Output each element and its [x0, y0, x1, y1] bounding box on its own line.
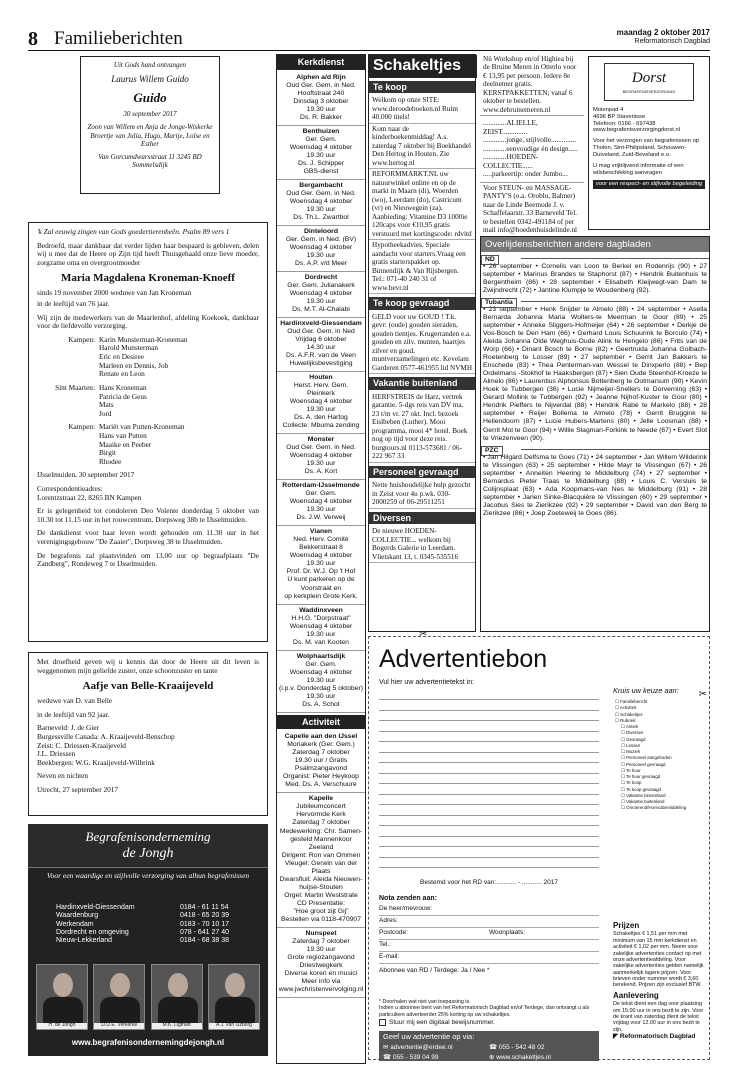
staff-photos: [36, 964, 260, 1030]
location-row: [56, 904, 240, 912]
classified-ad: Kom naar de kinderboekenmiddag! A.s. zaterdag 7 oktober bij Boekhandel Den Hertog in Houten. Zie www.hertog.nl: [369, 124, 475, 169]
service-entry: [277, 434, 365, 480]
checkbox-icon[interactable]: ☐: [621, 742, 627, 748]
category-heading: Te koop gevraagd: [369, 297, 475, 310]
obituary-widow: weduwe van D. van Belle: [37, 696, 113, 706]
service-details: Ned. Herv. Comité Bekkerstraat 8 Woensdag 4 oktober 19.30 uur Prof. Dr. W.J. Op 't Hof U kunt parkeren op de Voorstraat en op kerkplein Grote Kerk.: [284, 536, 358, 600]
service-town: Kapelle: [308, 795, 334, 803]
kin-place: Kampen:: [68, 422, 95, 432]
option-label: Personeel gevraagd: [626, 761, 666, 767]
service-entry: [277, 651, 365, 713]
location-row: [56, 912, 240, 920]
obituary-kin: Barneveld: J. de Gier Burgessville Canada: A. Kraaijeveld-Benschop Zeist: C. Driessen-Kraaijeveld J.L. Driessen Beekbergen: W.G. Kraaijeveld-Wilbrink: [37, 723, 175, 767]
kin-group: [37, 384, 259, 418]
ad-list: [369, 526, 475, 563]
obituary-thanks: Wij zijn de medewerkers van de Maarlenhof, afdeling Koekoek, dankbaar voor de liefdevolle verzorging.: [37, 312, 259, 331]
birth-announcement: [80, 56, 220, 194]
region-notices: • Jan Hilgard Delfsma te Goes (71) • 24 september • Jan Willem Wilderink te Vlissingen (63) • 25 september • Hilde Mayr te Vlissingen (67) • 26 september • Anneiten Heering te Middelburg (74) • 27 september • Bernardus Pieter Traas te Middelburg (88) • Louis C. Versluis te Colijnsplaat (63) • Ada Koopmans-van Nes te Middelburg (91) • 28 september • Jarien Sinke-Blacquière te Vlissingen (60) • 29 september • Jacobus Sies te Zierikzee (92) • 29 september • David van den Berg te Zierikzee (86) • Joep Zoeteweij te Goes (86).: [483, 453, 707, 517]
entry-line[interactable]: [379, 783, 599, 784]
service-details: Moriakerk (Ger. Gem.) Zaterdag 7 oktober 19.30 uur / Gratis Psalmzangavond Organist: Pieter Heykoop Med. Ds. A. Verschuure: [283, 741, 359, 789]
fax-contact[interactable]: ☎ 055 - 539 04 99: [383, 1053, 439, 1061]
region-label: ND: [481, 255, 499, 265]
entry-line[interactable]: [379, 836, 599, 837]
option-label: Vakantie binnenland: [626, 792, 666, 798]
dorst-text: U mag vrijblijvend informatie of een wilsbeschikking aanvragen: [593, 162, 684, 176]
obituary-age: in de leeftijd van 92 jaar.: [37, 709, 110, 719]
section-title: Familieberichten: [54, 28, 183, 49]
region-label: Tubantia: [481, 298, 517, 308]
obituary-verse: 'k Zal eeuwig zingen van Gods goedertierenheên. Psalm 89 vers 1: [37, 227, 230, 236]
entry-line[interactable]: [379, 710, 599, 711]
service-list: [277, 72, 365, 713]
category-option[interactable]: [615, 805, 705, 811]
kin-group: [37, 423, 259, 466]
checkbox-icon[interactable]: ☐: [615, 705, 620, 711]
proof-checkbox-row[interactable]: [379, 1019, 599, 1027]
location-name: Waardenburg: [56, 912, 99, 920]
option-label: Muziek: [626, 749, 641, 754]
service-town: Dordrecht: [304, 273, 338, 281]
rd-logo: ◤ Reformatorisch Dagblad: [613, 1033, 696, 1040]
service-entry: [277, 318, 365, 372]
obituary-age: in de leeftijd van 76 jaar.: [37, 299, 110, 309]
scissors-icon: ✂: [419, 629, 428, 640]
checkbox-icon[interactable]: ☐: [621, 792, 627, 798]
entry-line[interactable]: [379, 720, 599, 721]
service-entry: [277, 226, 365, 272]
target-issue-line[interactable]: Bestemd voor het RD van:........... - ........... 2017: [419, 879, 558, 886]
service-town: Rotterdam-IJsselmonde: [282, 482, 360, 490]
checkbox-icon[interactable]: ☐: [615, 717, 621, 723]
staff-name: H. de Jongh: [37, 1023, 87, 1029]
service-details: Ger. Gem. Woensdag 4 oktober 19.30 uur Ds. J.W. Verweij: [289, 490, 353, 522]
contact-box: [379, 1031, 599, 1061]
birth-line: Uit Gods hand ontvangen: [113, 61, 187, 69]
obituary-intro: Met droefheid geven wij u kennis dat door de Heere uit dit leven is weggenomen mijn geliefde zuster, onze schoonzuster en tante: [37, 657, 259, 675]
service-entry: [277, 793, 365, 927]
death-notices-other-papers: [480, 236, 710, 632]
entry-line[interactable]: [379, 752, 599, 753]
obituary-intro: Bedroefd, maar dankbaar dat verder lijden haar bespaard is gebleven, delen wij u mee dat de Heere op Zijn tijd heeft Thuisgehaald onze lieve moeder, zorgzame oma en overgrootmoeder: [37, 240, 259, 267]
service-entry: [277, 372, 365, 434]
classified-ad: GELD voor uw GOUD ! T.k. gevr: (oude) gouden sieraden, gouden tientjes. Krugerranden e.a. gouden en zilv. munten, baartjes zilver en goud, muntverzamelingen etc. Kevelam Garderen 0577-461955 lid NVMH: [369, 312, 475, 374]
kin-names: Hans Kroneman Patricia de Geus Mats Jord: [99, 382, 147, 418]
obituary-van-belle: [28, 652, 268, 816]
service-town: Dinteloord: [304, 227, 338, 235]
option-label: Diversen: [626, 730, 644, 736]
location-row: [56, 921, 240, 929]
ad-subtitle: de Jongh: [122, 846, 174, 861]
activity-list: [277, 731, 365, 997]
option-label: Personeel aangeboden: [626, 755, 672, 761]
checkbox-icon[interactable]: ☐: [621, 805, 627, 811]
form-title: Advertentiebon: [379, 645, 548, 673]
option-label: Familiebericht: [620, 699, 648, 704]
entry-line[interactable]: [379, 804, 599, 805]
option-label: Antiek: [625, 724, 639, 729]
category-heading: Personeel gevraagd: [369, 466, 475, 479]
form-subtitle: Nota zenden aan:: [379, 895, 437, 902]
form-note: * Doorhalen wat niet van toepassing is. Indien u abonnee bent van het Reformatorisch Dagblad en/of Terdege, dan ontvangt u als particuliere adverteerder 25% korting op uw schakeltjes.: [379, 999, 590, 1018]
issue-date: maandag 2 oktober 2017: [616, 28, 710, 37]
location-phone: 0184 - 61 11 54: [180, 904, 229, 911]
location-list: [56, 904, 240, 945]
checkbox-icon[interactable]: ☐: [621, 799, 627, 804]
service-details: Ger. Gem. in Ned. (BV) Woensdag 4 oktober 19.30 uur Ds. A.P. v/d Meer: [285, 235, 357, 267]
ad-list: [369, 480, 475, 508]
classifieds-column-2: [480, 54, 584, 237]
classified-ad: REFORMMARKT.NL uw natuurwinkel online en op de markt in Maarn (di), Woerden (wo), Leerdam (do), Castricum (vr) en Nieuwegein (za). Aanbieding: Vitamine D3 1000ie 120caps voor €10,95 gratis verstuurd met kortingscode: rdvitd: [369, 169, 475, 240]
birth-date: 30 september 2017: [123, 110, 177, 119]
checkbox-icon[interactable]: ☐: [621, 749, 627, 754]
service-details: Ger. Gem. Woensdag 4 oktober 19.30 uur (i.p.v. Donderdag 5 oktober) 19.30 uur Ds. A. Schot: [278, 660, 364, 708]
classified-ad: Nette huishoudelijke hulp gezocht in Zeist voor 4u p.wk. 030-2000259 of 06-29511251: [369, 480, 475, 508]
staff-name: M.K. Ligthart: [152, 1023, 202, 1029]
service-town: Benthuizen: [302, 127, 340, 135]
birth-address: Van Gorcumdwarsstraat 11 3245 BD Sommelsdijk: [98, 153, 202, 170]
ad-list: [369, 312, 475, 374]
checkbox-icon[interactable]: ☐: [621, 736, 627, 742]
delivery-text: De tekst dient een dag voor plaatsing om 15.00 uur in ons bezit te zijn. Voor de krant van zaterdag dient de tekst vrijdag voor 12.00 uur in ons bezit te zijn.: [613, 1001, 704, 1033]
ad-url[interactable]: www.begrafenisondernemingdejongh.nl: [71, 1038, 225, 1047]
staff-photo: [151, 964, 203, 1030]
classified-ad: Voor STEUN- en MASSAGE-PANTY'S (o.a. Oroblu, Bahner) naar de Linde Beemode J. v. Schaffelaarstr. 33 Barneveld Tel. te bestellen 0342-491184 of per mail info@hoedenhuisdelinde.nl: [480, 183, 584, 237]
service-town: Vianen: [309, 528, 333, 536]
option-label: Gevraagd: [626, 736, 646, 742]
service-details: Oud Ger. Gem. in Ned. Hooftstraat 240 Dinsdag 3 oktober 19.30 uur Ds. R. Bakker: [286, 81, 356, 121]
location-phone: 078 - 641 27 40: [180, 928, 230, 936]
option-label: Onroerend/Horecabemiddeling: [626, 805, 687, 811]
checkbox-icon[interactable]: ☐: [621, 755, 627, 761]
location-phone: 0183 - 70 10 17: [180, 920, 230, 928]
option-label: Vakantie buitenland: [626, 799, 665, 804]
obituary-condolence: Er is gelegenheid tot condoleren Deo Volente donderdag 5 oktober van 10.30 tot 11.15 uur in het rouwcentrum, Dorpsweg 38b te IJsselmuiden.: [37, 506, 259, 524]
service-town: Waddinxveen: [299, 606, 343, 614]
section-heading: Activiteit: [277, 715, 365, 730]
option-label: Lessen: [626, 742, 641, 748]
service-entry: [277, 126, 365, 180]
service-entry: [277, 731, 365, 793]
logo-icon: ◤: [613, 1033, 618, 1040]
postcode-field[interactable]: Postcode:: [379, 929, 408, 937]
obituary-burial: De begrafenis zal plaatsvinden om 13.00 uur op begraafplaats "De Zandberg", Rondeweg 7 te IJsselmuiden.: [37, 550, 259, 569]
birth-full-name: Laurus Willem Guido: [111, 74, 189, 85]
location-name: Hardinxveld-Giessendam: [56, 904, 135, 911]
checkbox-icon[interactable]: ☐: [621, 730, 627, 736]
staff-photo: [36, 964, 88, 1030]
dorst-footer: voor een respect- en stijlvolle begeleiding: [593, 180, 705, 189]
choose-label: Kruis uw keuze aan:: [613, 686, 679, 695]
birth-name: Guido: [133, 89, 167, 105]
staff-name: A.J. van IJzborg: [209, 1023, 259, 1029]
checkbox-icon[interactable]: ☐: [621, 761, 627, 767]
entry-line[interactable]: [379, 815, 599, 816]
ad-slogan: Voor een waardige en stijlvolle verzorging van alhun begrafenissen: [46, 871, 250, 880]
location-name: Dordrecht en omgeving: [56, 928, 129, 936]
phone-contact[interactable]: ☎ 055 - 542 48 02: [489, 1043, 545, 1051]
address-field[interactable]: Adres:: [379, 917, 599, 928]
checkbox-icon[interactable]: ☐: [621, 724, 626, 729]
entry-line[interactable]: [379, 762, 599, 763]
classified-ad: Nü Workshop en/of Highiea bij de Bruine Meren in Otterlo voor € 13,95 per persoon. Iedere 8e deelnemer gratis. KERSTPAKKETTEN; vanaf 6 oktober te bestellen. www.debruinemeren.nl: [480, 54, 584, 116]
checkbox-icon[interactable]: ☐: [615, 699, 621, 704]
price-info: [613, 919, 705, 1035]
scissors-icon: ✂: [698, 689, 707, 700]
checkbox-icon[interactable]: ☐: [615, 711, 621, 717]
obituary-name: Aafje van Belle-Kraaijeveld: [82, 680, 214, 693]
ad-list: [369, 392, 475, 463]
obituary-service: De dankdienst voor haar leven wordt gehouden om 11.30 uur in het verenigingsgebouw "De Zaaier", Dorpsweg 38 te IJsselmuiden.: [37, 528, 259, 547]
web-contact[interactable]: ⊕ www.schakeltjes.nl: [489, 1053, 551, 1061]
logo-subtext: BEGRAFENISVERZORGING: [622, 89, 676, 94]
kin-place: Kampen:: [68, 334, 95, 344]
category-heading: Vakantie buitenland: [369, 377, 475, 390]
classified-ad: Hypotheekadvies. Speciale aandacht voor starters.Vraag een gratis starterspakket op. Binnendijk & Van Rijsbergen. Tel.: 071-40 240 31 of www.bevr.nl: [369, 240, 475, 294]
dorst-logo: [604, 63, 694, 101]
service-town: Wolphaartsdijk: [296, 652, 346, 660]
option-label: Te huur gevraagd: [626, 774, 661, 779]
service-entry: [277, 272, 365, 318]
entry-line[interactable]: [379, 857, 599, 858]
subscriber-question[interactable]: Abonnee van RD / Terdege: Ja / Nee *: [379, 967, 490, 975]
staff-photo: [93, 964, 145, 1030]
obituary-name: Maria Magdalena Kroneman-Knoeff: [61, 272, 235, 285]
checkbox-icon[interactable]: ☐: [621, 767, 627, 773]
classified-ad: De nieuwe HOEDEN-COLLECTIE... welkom bij Bogerds Galerie in Leerdam. Vlietskant 13, t. 0345-535516: [369, 526, 475, 563]
phone-field[interactable]: Tel.:: [379, 941, 599, 952]
address-form: [379, 895, 599, 975]
newspaper-name: Reformatorisch Dagblad: [634, 38, 710, 45]
city-field[interactable]: Woonplaats:: [489, 929, 526, 937]
entry-line[interactable]: [379, 794, 599, 795]
option-label: Te koop: [626, 780, 642, 786]
service-town: Houten: [309, 374, 333, 382]
obituary-placedate: Utrecht, 27 september 2017: [37, 785, 119, 795]
entry-line[interactable]: [379, 825, 599, 826]
dorst-address: Molenpad 4 4696 BP Stavenisse Telefoon: 0166 - 697438 www.begrafenisverzorgingdorst.nl: [593, 107, 680, 134]
ad-order-form: [368, 629, 710, 1061]
logo-text: Dorst: [631, 70, 667, 86]
section-heading: Overlijdensberichten andere dagbladen: [481, 237, 709, 252]
entry-line[interactable]: [379, 846, 599, 847]
service-town: Nunspeet: [305, 929, 337, 937]
form-intro: Vul hier uw advertentietekst in:: [379, 679, 475, 686]
location-name: Werkendam: [56, 920, 94, 928]
dorst-text: Voor het verzorgen van begrafenissen op Tholen, Sint-Philipsland, Schouwen-Duiveland, Zuid-Beveland e.o.: [593, 138, 700, 158]
obituary-nephews: Neven en nichten: [37, 771, 89, 781]
region-list: [481, 253, 709, 517]
obituary-correspondence: Correspondentieadres: Lorentzstraat 22, 8265 BN Kampen: [37, 483, 142, 502]
service-details: Oud Ger. Gem. in Ned Vrijdag 6 oktober 14.30 uur Ds. A.F.R. van de Veen Huwelijksbevestiging: [286, 328, 356, 368]
service-entry: [277, 928, 365, 998]
prices-heading: Prijzen: [613, 921, 640, 930]
location-phone: 0184 - 68 38 38: [180, 937, 230, 944]
service-details: H.H.G. "Dorpstraat" Woensdag 4 oktober 19.30 uur Ds. M. van Kooten: [289, 614, 353, 646]
obituary-since: sinds 19 november 2000 weduwe van Jan Kroneman: [37, 288, 192, 298]
birth-parents: Zoon van Willem en Anja de Jonge-Wiskerke Broertje van Julia, Hugo, Marije, Loïse en Esther: [87, 123, 213, 148]
entry-line[interactable]: [379, 731, 599, 732]
service-town: Hardinxveld-Giessendam: [280, 320, 362, 328]
option-label: Te huur: [626, 767, 641, 773]
church-services-column: [276, 54, 366, 1064]
region-notices: • 23 september • Henk Snijder te Almelo (88) • 24 september • Asella Bernarda Johanna Maria Wolters-te Meerman te Goor (89) • 25 september • Anneke Sliggers-Hofmeijer (64) • 26 september • Derkje de Vos-Bosch te Den Ham (66) • Gerhard Louis Schuurink te Borculo (74) • Aleida Johanna Olde Weghuis-Oude Alink te Hengelo (86) • Frits van de Worp (66) • Dinant Bosch te Borne (82) • Geertruida Johanna Golbach-Roetenberg te Losser (89) • 27 september • Gerrit Jan Bakkers te Enschede (83) • Thea Penterman-van Wessel te Dinxperlo (88) • Bep Ordelmans -Stokhof te Haaksbergen (87) • Sien Oude Steenhof-Kroeze te Almelo (86) • Laurentius Alphonsus Bottenberg te Ootmarsum (90) • Kevin Hoek te Tubbergen (36) • Lucie Nijmeijer-Snellers te Dorverning (63) • Gerard Mollink te Tubbergen (92) • Jeanne Nijhof-Kuster te Goor (80) • Hendrik Pieffers te Nijverdal (88) • Hendrik Rabe te Markelo (88) • 28 september • Reijer Bollema te Almelo (78) • Gerrit Bruggink te Hellendoorn (87) • Lucie Hubers-Martens (80) • Jelle Loosman (88) • Gerrit Mol te Goor (94) • Willie Slagman-Forkink te Neede (67) • Evert Slot te Vriezenveen (90).: [483, 306, 707, 442]
region-heading-row: [481, 296, 709, 306]
entry-line[interactable]: [379, 773, 599, 774]
undertaker-ad-de-jongh: [28, 824, 268, 1056]
option-label: Activiteit: [619, 705, 637, 711]
option-label: Schakeltjes: [620, 711, 643, 717]
contact-heading: Geef uw advertentie op via:: [383, 1032, 475, 1041]
service-details: Oud Ger. Gem. in Ned. Woensdag 4 oktober 19.30 uur Ds. Th.L. Zwartbol: [286, 189, 356, 221]
service-details: Ger. Gem. Julianakerk Woensdag 4 oktober 19.30 uur Ds. M.T. Al-Chalabi: [287, 281, 355, 314]
staff-name: D.D.E. Verkerke: [94, 1023, 144, 1029]
entry-line[interactable]: [379, 699, 599, 700]
entry-line[interactable]: [379, 867, 599, 868]
ad-title: Begrafenisonderneming: [85, 829, 211, 844]
classified-ad: HERFSTREIS de Harz, vertrek garantie. 5-dgs reis van DV ma. 23 t/m vr. 27 okt. Incl. bezoek Eislbeben (Luther). Mooi programma, mooi 4* hotel. Boek nog op tijd voor deze reis. burgtours.nl 0113-573681 / 06-222 967 33: [369, 392, 475, 463]
region-heading-row: [481, 253, 709, 263]
service-entry: [277, 480, 365, 526]
postcode-row: [379, 929, 599, 940]
service-town: Monster: [307, 436, 335, 444]
entry-line[interactable]: [379, 741, 599, 742]
service-town: Alphen a/d Rijn: [296, 73, 346, 81]
service-entry: [277, 180, 365, 226]
classified-ad: Welkom op onze SITE: www.deroodeboeken.nl Ruim 40.000 titels!: [369, 95, 475, 123]
category-options: [615, 699, 705, 812]
delivery-heading: Aanlevering: [613, 990, 659, 1000]
category-heading: Diversen: [369, 512, 475, 525]
checkbox-icon[interactable]: ☐: [621, 774, 627, 779]
service-entry: [277, 526, 365, 604]
checkbox-icon[interactable]: ☐: [621, 786, 627, 792]
location-phone: 0418 - 65 20 39: [180, 912, 230, 920]
location-name: Nieuw-Lekkerland: [56, 937, 113, 944]
checkbox-icon[interactable]: ☐: [621, 780, 627, 786]
option-label: Te koop gevraagd: [626, 786, 661, 792]
contact-grid: [383, 1044, 595, 1061]
kin-names: Mariët van Putten-Kroneman Hans van Putten Maaike en Peeber Birgit Rhodee: [99, 422, 185, 466]
location-row: [56, 929, 240, 937]
service-entry: [277, 72, 365, 126]
region-notices: • 26 september • Cornelis van Loon te Berkel en Rodenrijs (90) • 27 september • Marinus Brandes te Staphorst (87) • Hendrik Buitenhuis te Bergentheim (86) • 28 september • Elisabeth Kleijwegt-van Dam te Zwijndrecht (72) • Jantine Klumpje te Woudenberg (92).: [483, 263, 707, 295]
obituary-placedate: IJsselmuiden, 30 september 2017: [37, 470, 135, 480]
service-details: Oud Ger. Gem. in Ned. Woensdag 4 oktober 19.30 uur Ds. A. Kort: [286, 444, 356, 476]
service-details: Herst. Herv. Gem. Pleinkerk Woensdag 4 oktober 19.30 uur Ds. A. den Hartog Collecte: Mbuma zending: [282, 382, 360, 430]
classifieds-column: [368, 54, 476, 632]
name-field[interactable]: De heer/mevrouw:: [379, 905, 599, 916]
option-label: Rubriek:: [620, 717, 637, 723]
page-number: 8: [28, 28, 38, 50]
service-details: Zaterdag 7 oktober 19.30 uur Grote regiozangavond Driestwegkerk Diverse koren en musici Meer info via www.jwchristenvervolging.nl: [278, 937, 364, 993]
section-heading: Kerkdienst: [277, 55, 365, 70]
ad-list: [369, 95, 475, 294]
classified-ad: .............ALIELLE, ZEIST.............. .............jonge, stijlvolle.............. .............eenvoudige én design..... .............HOEDEN-COLLECTIE...... .....parkeertip: onder Jumbo...: [480, 116, 584, 182]
obituary-kroneman: [28, 222, 268, 642]
checkbox-icon[interactable]: [379, 1019, 386, 1026]
service-details: Ger. Gem. Woensdag 4 oktober 19.30 uur Ds. J. Schipper GBS-dienst: [289, 135, 353, 175]
location-row: [56, 937, 240, 945]
kin-group: [37, 336, 259, 379]
region-heading-row: [481, 444, 709, 454]
email-field[interactable]: E-mail:: [379, 953, 599, 964]
header-rule: [28, 50, 710, 51]
email-contact[interactable]: ✉ advertentie@erdee.nl: [383, 1043, 453, 1051]
kin-names: Karin Munsterman-Kroneman Harold Munsterman Eric en Desiree Marleen en Dennis, Job Renate en Leon: [99, 334, 188, 379]
category-heading: Te koop: [369, 81, 475, 94]
checkbox-label: Stuur mij een digitaal bewijsnummer.: [389, 1019, 495, 1027]
kin-place: Sint Maarten:: [55, 382, 95, 392]
prices-text: Schakeltjes € 1,51 per mm met minimum van 15 mm kerkdienst en activiteit € 1,02 per mm. Neem voor zakelijke advertenties contact op met onze advertentieafdeling. Voor zakelijke advertenties gelden namelijk aanmerkelijk lagere prijzen. Voor brieven onder nummer wordt € 3,60 berekend. Prijzen zijn exclusief BTW.: [613, 931, 704, 989]
service-entry: [277, 605, 365, 651]
region-label: PZC: [481, 446, 503, 456]
service-town: Capelle aan den IJssel: [284, 733, 358, 741]
staff-photo: [208, 964, 260, 1030]
undertaker-ad-dorst: [588, 56, 710, 230]
service-town: Bergambacht: [299, 181, 343, 189]
classifieds-title: Schakeltjes: [369, 55, 477, 78]
service-details: Jubileumconcert Hervormde Kerk Zaterdag 7 oktober Medewerking: Chr. Samen- gesteld Mannenkoor Zeeland Dirigent: Ron van Ommen Vleugel: Gerwin van der Plaats Dwarsfluit: Aleida Nieuwen- huijse-Stouten Orgel: Martin Weststrate CD Presentatie: "Hoe groot zijt Gij" Bestellen via 0118-470907: [279, 803, 363, 923]
